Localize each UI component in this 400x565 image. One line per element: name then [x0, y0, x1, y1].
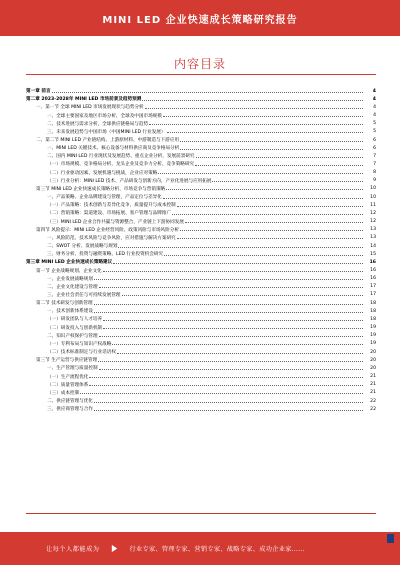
toc-page-number: 16	[370, 268, 376, 274]
toc-page-number: 17	[370, 292, 376, 298]
toc-page-number: 5	[373, 129, 376, 135]
toc-entry-text: 一、生产管理与质量控制	[47, 366, 98, 372]
toc-dot-leader	[89, 385, 363, 386]
toc-entry[interactable]	[26, 258, 376, 266]
toc-entry[interactable]	[26, 356, 376, 364]
toc-page-number: 14	[370, 243, 376, 249]
toc-entry[interactable]	[26, 185, 376, 193]
toc-dot-leader	[94, 402, 363, 403]
toc-entry-text: 第四节 风险提示：MINI LED 企业经营风险、政策风险与市场风险分析	[36, 227, 179, 233]
toc-page-number: 11	[370, 202, 376, 208]
toc-dot-leader	[52, 92, 363, 93]
toc-entry[interactable]	[26, 144, 376, 152]
toc-page-number: 8	[373, 170, 376, 176]
toc-entry[interactable]	[26, 364, 376, 372]
toc-entry[interactable]	[26, 160, 376, 168]
toc-entry[interactable]	[26, 152, 376, 160]
toc-entry-text: 一、技术创新体系建设	[47, 309, 93, 315]
toc-dot-leader	[149, 124, 363, 125]
toc-page-number: 7	[373, 153, 376, 159]
toc-entry-text: 三、企业社会责任与可持续发展管理	[47, 292, 121, 298]
toc-entry[interactable]	[26, 95, 376, 103]
report-title: MINI LED 企业快速成长策略研究报告	[102, 14, 298, 26]
toc-page-number: 19	[370, 341, 376, 347]
toc-page-number: 13	[370, 227, 376, 233]
toc-entry-text: 二、知识产权保护与管理	[47, 333, 98, 339]
toc-entry[interactable]	[26, 169, 376, 177]
toc-entry[interactable]	[26, 348, 376, 356]
toc-entry-text: （三）行业分析：MINI LED 技术、产品研发与创新方向，产业化进展与应用拓展	[47, 178, 212, 184]
toc-page-number: 13	[370, 235, 376, 241]
toc-entry[interactable]	[26, 266, 376, 274]
toc-dot-leader	[164, 255, 363, 256]
toc-entry[interactable]	[26, 234, 376, 242]
toc-dot-leader	[180, 149, 363, 150]
toc-entry-text: 第二节 技术研发与创新管理	[36, 301, 93, 307]
toc-entry[interactable]	[26, 87, 376, 95]
toc-dot-leader	[180, 230, 363, 231]
toc-entry[interactable]	[26, 128, 376, 136]
toc-entry-text: 一、风险防范、技术风险与竞争风险，应对措施与解决方案研究	[47, 235, 176, 241]
toc-entry[interactable]	[26, 307, 376, 315]
toc-entry[interactable]	[26, 405, 376, 413]
toc-entry-text: 第一节 企业战略规划、企业文化	[36, 268, 102, 274]
toc-entry-text: 第二章 2023-2028年 MINI LED 市场前景及趋势预测	[26, 97, 142, 103]
footer-brand: 让每个人都能成为	[46, 546, 100, 553]
toc-dot-leader	[94, 312, 363, 313]
toc-dot-leader	[80, 393, 363, 394]
toc-dot-leader	[166, 189, 363, 190]
toc-page-number: 4	[373, 113, 376, 119]
toc-entry-text: （一）专利布局与知识产权战略	[47, 341, 112, 347]
toc-page-number: 22	[370, 406, 376, 412]
toc-entry[interactable]	[26, 250, 376, 258]
toc-dot-leader	[94, 279, 363, 280]
toc-dot-leader	[94, 304, 363, 305]
toc-dot-leader	[172, 214, 363, 215]
footer-banner	[0, 532, 400, 565]
toc-page-number: 7	[373, 161, 376, 167]
toc-dot-leader	[122, 295, 363, 296]
toc-page-number: 4	[372, 88, 376, 94]
toc-entry-text: 一、第一节 全球 MINI LED 市场发展现状与趋势分析	[36, 105, 144, 111]
toc-page-number: 10	[370, 186, 376, 192]
toc-entry[interactable]	[26, 389, 376, 397]
toc-entry[interactable]	[26, 193, 376, 201]
toc-entry-text: 一、MINI LED 关键技术、核心设备与材料供应商及竞争格局分析	[47, 146, 180, 152]
toc-entry-text: 三、未来发展趋势与中国市场（中国MINI LED 行业发展）	[47, 129, 166, 135]
toc-page-number: 12	[370, 219, 376, 225]
toc-dot-leader	[145, 108, 363, 109]
toc-entry-text: （一）市场规模、竞争格局分析，龙头企业及竞争力分析、竞争策略研究	[47, 162, 195, 168]
toc-entry[interactable]	[26, 120, 376, 128]
toc-entry-text: （二）质量管理体系	[47, 382, 89, 388]
page-bottom-rule	[26, 513, 376, 514]
toc-entry-text: 第一章 前言	[26, 89, 51, 95]
toc-page-number: 5	[373, 121, 376, 127]
toc-entry[interactable]	[26, 283, 376, 291]
toc-dot-leader	[177, 238, 363, 239]
arrow-right-icon	[110, 544, 120, 554]
toc-dot-leader	[99, 369, 363, 370]
toc-dot-leader	[142, 100, 363, 101]
toc-entry[interactable]	[26, 275, 376, 283]
toc-dot-leader	[103, 271, 363, 272]
toc-page-number: 9	[373, 178, 376, 184]
toc-page-number: 4	[373, 104, 376, 110]
toc-page-number: 21	[370, 382, 376, 388]
toc-dot-leader	[98, 361, 363, 362]
toc-dot-leader	[103, 328, 363, 329]
toc-entry[interactable]	[26, 209, 376, 217]
toc-page-number: 19	[370, 325, 376, 331]
toc-list	[26, 87, 376, 413]
toc-entry-text: 一、企业发展战略规划	[47, 276, 93, 282]
toc-page-number: 16	[369, 259, 376, 265]
toc-entry-text: 二、SWOT 分析、发展战略与规划	[47, 244, 118, 250]
toc-dot-leader	[94, 410, 363, 411]
toc-dot-leader	[118, 247, 363, 248]
toc-dot-leader	[112, 344, 363, 345]
toc-page-number: 18	[370, 316, 376, 322]
toc-entry-text: （三）成本控制	[47, 390, 80, 396]
footer-audience: 行业专家、管理专家、营销专家、战略专家、成功企业家……	[129, 546, 305, 553]
toc-entry[interactable]	[26, 103, 376, 111]
toc-page-number: 20	[370, 357, 376, 363]
toc-dot-leader	[158, 173, 363, 174]
toc-page-number: 21	[370, 374, 376, 380]
toc-dot-leader	[177, 206, 363, 207]
toc-page-number: 17	[370, 284, 376, 290]
toc-entry-text: 二、国内 MINI LED 行业现状及发展趋势、重点企业分析，发展前景研究	[47, 154, 195, 160]
toc-page-number: 6	[373, 145, 376, 151]
toc-entry-text: 一、产品策略、企业品牌建设与管理，产品定位与差异化	[47, 195, 162, 201]
toc-entry-text: 第三节 生产运营与供应链管理	[36, 358, 98, 364]
toc-entry-text: （二）营销策略：渠道建设、市场拓展、客户管理与品牌推广	[47, 211, 172, 217]
toc-page-number: 6	[373, 137, 376, 143]
toc-entry[interactable]	[26, 218, 376, 226]
page-marker-icon	[387, 528, 394, 537]
toc-dot-leader	[89, 377, 363, 378]
toc-page-number: 10	[370, 194, 376, 200]
toc-entry[interactable]	[26, 242, 376, 250]
toc-entry-text: （一）产品策略：技术创新与差异化竞争，质量提升与成本控制	[47, 203, 176, 209]
toc-entry[interactable]	[26, 201, 376, 209]
toc-entry-text: （二）研发投入与创新机制	[47, 325, 103, 331]
toc-dot-leader	[113, 263, 363, 264]
toc-entry-text: 三、财务分析、投资与融资策略、LED 行业投资机会研究	[47, 252, 164, 258]
toc-dot-leader	[185, 222, 363, 223]
toc-page-number: 4	[372, 96, 376, 102]
toc-entry[interactable]	[26, 324, 376, 332]
toc-page-number: 19	[370, 333, 376, 339]
toc-entry-text: （二）技术标准制定与行业话语权	[47, 350, 116, 356]
toc-dot-leader	[180, 141, 363, 142]
header-banner	[0, 0, 400, 36]
toc-entry-text: 二、企业文化建设与管理	[47, 284, 98, 290]
toc-heading: 内容目录	[173, 57, 226, 71]
toc-entry-text: 第三节 MINI LED 企业快速成长策略分析、市场竞争与营销策略	[36, 186, 166, 192]
toc-dot-leader	[195, 165, 363, 166]
toc-entry-text: 第三章 MINI LED 企业快速成长策略建议	[26, 260, 113, 266]
toc-dot-leader	[163, 116, 363, 117]
toc-dot-leader	[99, 336, 363, 337]
toc-dot-leader	[212, 181, 363, 182]
toc-entry-text: 一、全球主要国家及地区市场分析、全球及中国市场规模	[47, 113, 162, 119]
toc-page-number: 16	[370, 276, 376, 282]
toc-entry[interactable]	[26, 299, 376, 307]
toc-entry-text: （三）MINI LED 企业合作共赢与资源整合，产业链上下游协同发展	[47, 219, 184, 225]
toc-page-number: 18	[370, 300, 376, 306]
toc-entry-text: 二、供应链管理与优化	[47, 399, 93, 405]
toc-dot-leader	[196, 157, 363, 158]
toc-page-number: 15	[370, 251, 376, 257]
toc-entry-text: 三、供应商管理与合作	[47, 407, 93, 413]
toc-entry-text: （一）生产流程优化	[47, 374, 89, 380]
toc-dot-leader	[103, 320, 363, 321]
toc-heading-rule	[26, 74, 376, 75]
toc-entry-text: 二、技术进展与需求分析，全球供应链格局与趋势	[47, 121, 149, 127]
toc-entry[interactable]	[26, 397, 376, 405]
toc-page-number: 20	[370, 349, 376, 355]
toc-entry-text: （二）行业驱动因素、发展机遇与挑战，企业应对策略	[47, 170, 158, 176]
toc-page-number: 12	[370, 210, 376, 216]
toc-entry[interactable]	[26, 177, 376, 185]
toc-entry[interactable]	[26, 372, 376, 380]
toc-entry[interactable]	[26, 332, 376, 340]
toc-page-number: 22	[370, 398, 376, 404]
toc-entry-text: 二、第二节 MINI LED 产业链结构、上游原材料、中游制造与下游应用	[36, 138, 179, 144]
toc-page-number: 18	[370, 308, 376, 314]
toc-entry[interactable]	[26, 291, 376, 299]
toc-page-number: 20	[370, 365, 376, 371]
toc-dot-leader	[163, 198, 363, 199]
toc-entry-text: （一）研发团队与人才培养	[47, 317, 103, 323]
toc-entry[interactable]	[26, 315, 376, 323]
toc-dot-leader	[167, 132, 364, 133]
toc-page-number: 21	[370, 390, 376, 396]
toc-dot-leader	[117, 353, 363, 354]
toc-entry[interactable]	[26, 226, 376, 234]
toc-entry[interactable]	[26, 340, 376, 348]
toc-dot-leader	[99, 287, 363, 288]
toc-entry[interactable]	[26, 136, 376, 144]
toc-entry[interactable]	[26, 111, 376, 119]
toc-entry[interactable]	[26, 381, 376, 389]
